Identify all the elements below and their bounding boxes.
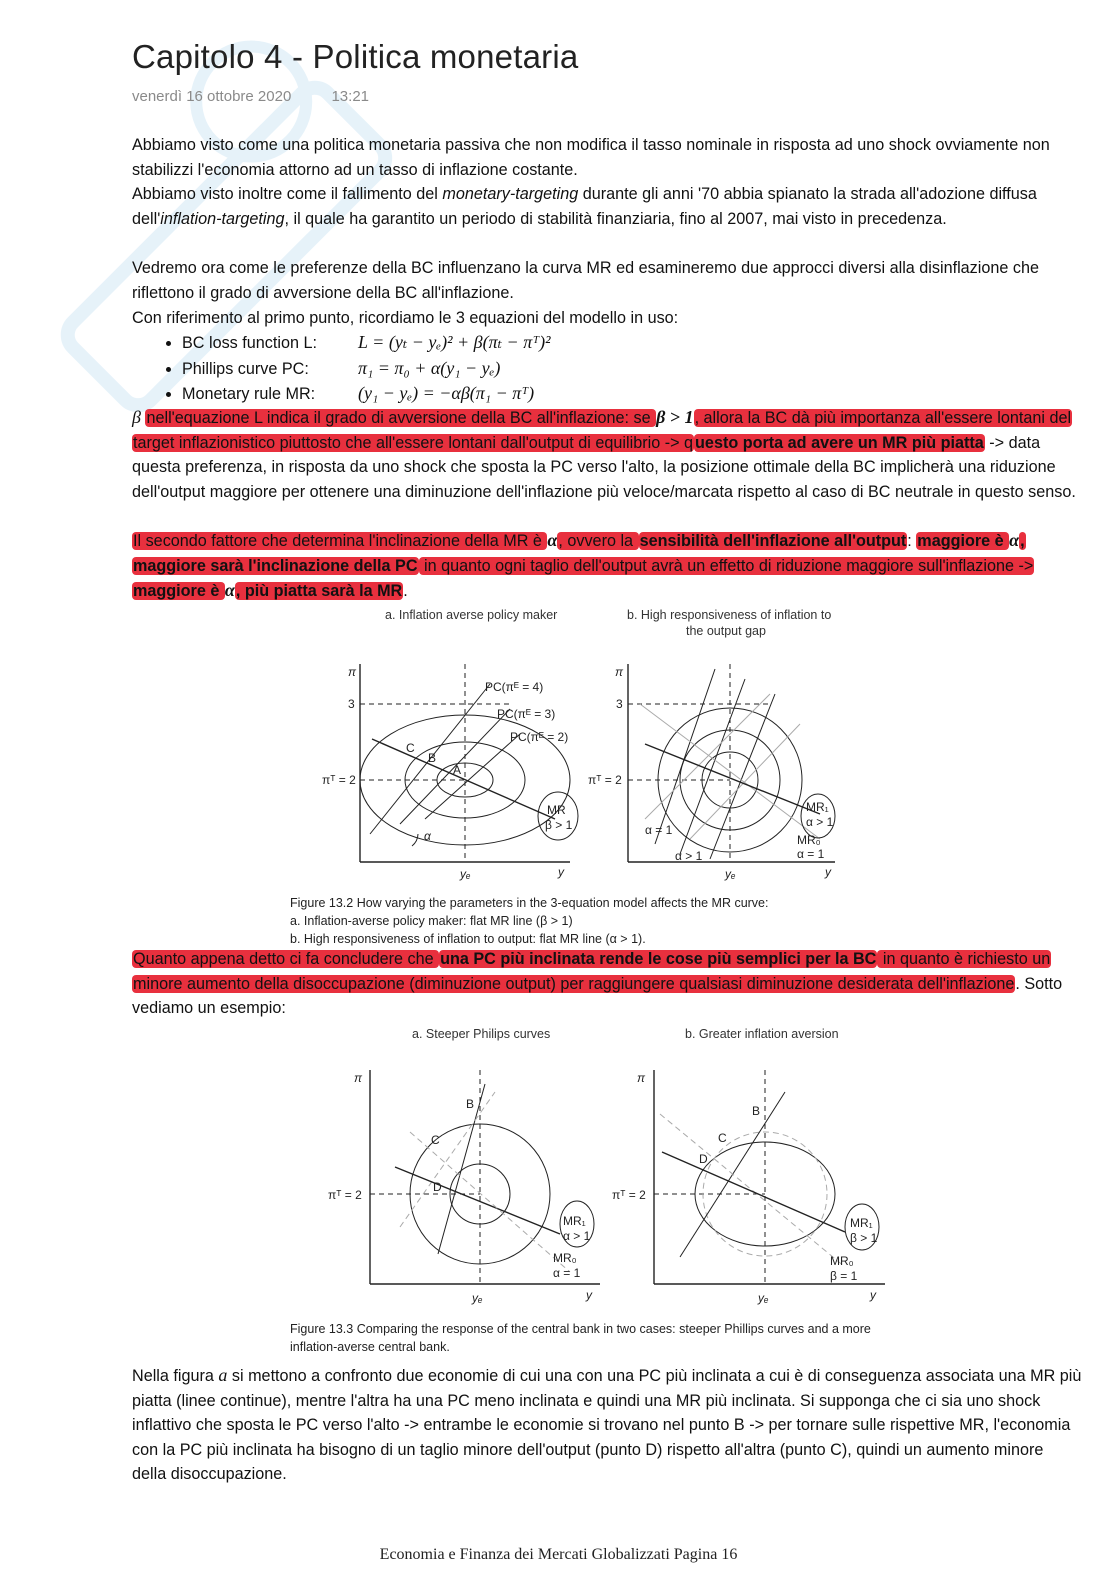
fig1a-3-label: 3	[348, 697, 355, 711]
fig1b-pc-steep-3	[710, 694, 775, 859]
page-footer: Economia e Finanza dei Mercati Globalizzati Pagina 16	[379, 1546, 738, 1563]
fig2b-pi-label: π	[637, 1071, 646, 1085]
mid-paragraph: Quanto appena detto ci fa concludere che una PC più inclinata rende le cose più semplici per la BC in quanto è richiesto un minore aumento della disoccupazione (diminuzione output) per raggiungere qualsiasi diminuzione desiderata dell'inflazione. Sotto vediamo un esempio:	[132, 950, 1063, 1018]
alpha-paragraph: Il secondo fattore che determina l'inclinazione della MR è α, ovvero la sensibilità dell'inflazione all'output: maggiore è α, maggiore sarà l'inclinazione della PC in quanto ogni taglio dell'output avrà un effetto di riduzione maggiore sull'inflazione -> maggiore è α, più piatta sarà la MR.	[133, 530, 1034, 601]
figure-13-3-caption	[290, 1320, 871, 1356]
fig2-panel-b	[654, 1070, 885, 1284]
fig2b-mr0-sub: β = 1	[830, 1269, 858, 1283]
page-title: Capitolo 4 - Politica monetaria	[132, 38, 579, 75]
fig1a-pc2-label: PC(πᴱ = 2)	[510, 730, 569, 744]
fig1b-pc-steep-1	[655, 669, 715, 844]
fig2a-point-c: C	[431, 1133, 440, 1147]
fig1b-mr1-line	[645, 744, 820, 814]
fig1a-y-label: y	[558, 865, 564, 879]
fig2a-pi-label: π	[354, 1071, 363, 1085]
fig1a-point-a: A	[453, 763, 462, 777]
fig2b-target-label: πᵀ = 2	[612, 1188, 646, 1202]
fig1a-alpha-label: α	[424, 829, 431, 843]
fig2b-point-b: B	[752, 1104, 761, 1118]
fig1b-mr0-label: MR₀	[797, 833, 821, 847]
fig2-panel-a-labels	[328, 1071, 593, 1305]
figure-13-2-caption	[290, 894, 769, 948]
fig1b-pc-flat-1	[645, 694, 770, 819]
fig1a-mr-beta: β > 1	[545, 818, 573, 832]
fig2a-pc-steep	[438, 1084, 485, 1254]
fig2-caption-line-1: Figure 13.3 Comparing the response of the central bank in two cases: steeper Phillips curves and a more	[290, 1322, 871, 1336]
fig1b-target-label: πᵀ = 2	[588, 773, 622, 787]
page-time: 13:21	[331, 88, 370, 105]
equation-mr: • Monetary rule MR: (y₁ − yₑ) = −αβ(π₁ − πᵀ)	[182, 381, 1082, 407]
fig1a-mr-label: MR	[547, 803, 566, 817]
final-paragraph: Nella figura a si mettono a confronto due economie di cui una con una PC più inclinata a cui è di conseguenza associata una MR più piatta (linee continue), mentre l'altra ha una PC meno inclinata e quindi una MR più inclinata. Si supponga che ci sia uno shock inflattivo che sposta le PC verso l'alto -> entrambe le economie si trovano nel punto B -> per tornare sulle rispettive MR, l'economia con la PC più inclinata ha bisogno di un taglio minore dell'output (punto D) rispetto all'altra (punto C), quindi un aumento minore della disoccupazione.	[132, 1365, 1082, 1484]
fig1a-target-label: πᵀ = 2	[322, 773, 356, 787]
fig1a-pc4-label: PC(πᴱ = 4)	[485, 680, 544, 694]
fig1-panel-b-title-1: b. High responsiveness of inflation to	[627, 608, 832, 622]
intro-paragraph-3: Vedremo ora come le preferenze della BC influenzano la curva MR ed esamineremo due approcci diversi alla disinflazione che riflettono il grado di avversione della BC all'inflazione.	[132, 259, 1039, 302]
fig1a-pi-label: π	[348, 665, 357, 679]
fig2a-target-label: πᵀ = 2	[328, 1188, 362, 1202]
fig1b-ye-label: yₑ	[725, 867, 736, 881]
fig2a-mr0-label: MR₀	[553, 1251, 577, 1265]
fig2-panel-b-title: b. Greater inflation aversion	[685, 1027, 839, 1041]
fig1-caption-line-3: b. High responsiveness of inflation to output: flat MR line (α > 1).	[290, 932, 646, 946]
beta-paragraph: β nell'equazione L indica il grado di avversione della BC all'inflazione: se β > 1, allora la BC dà più importanza all'essere lontani del target inflazionistico piuttosto che all'essere lontani dall'output di equilibrio -> q uesto porta ad avere un MR più piatta -> data questa preferenza, in risposta da uno shock che sposta la PC verso l'alto, la posizione ottimale della BC implicherà una riduzione dell'output maggiore per ottenere una diminuzione dell'inflazione più veloce/marcata rispetto al caso di BC neutrale in questo senso.	[132, 407, 1076, 501]
fig1b-alpha-gt1: α > 1	[675, 849, 703, 863]
fig2a-ye-label: yₑ	[472, 1291, 483, 1305]
fig1-panel-a-title: a. Inflation averse policy maker	[385, 608, 558, 622]
fig1-panel-a	[360, 664, 578, 862]
fig2a-point-b: B	[466, 1097, 475, 1111]
fig1a-ye-label: yₑ	[460, 867, 471, 881]
intro-paragraph-1: Abbiamo visto come una politica monetaria passiva che non modifica il tasso nominale in risposta ad uno shock ovviamente non stabilizzi l'economia attorno ad un tasso di inflazione costante.	[132, 136, 1050, 179]
fig2a-mr0-sub: α = 1	[553, 1266, 581, 1280]
fig2b-mr1-sub: β > 1	[850, 1231, 878, 1245]
fig1b-mr0-sub: α = 1	[797, 847, 825, 861]
fig1-caption-line-1: Figure 13.2 How varying the parameters in the 3-equation model affects the MR curve:	[290, 896, 769, 910]
fig2a-mr1-sub: α > 1	[563, 1229, 591, 1243]
fig1a-mr-line	[372, 739, 555, 819]
fig2b-mr1-label: MR₁	[850, 1216, 873, 1230]
page-date: venerdì 16 ottobre 2020	[132, 88, 292, 105]
fig1b-mr1-sub: α > 1	[806, 815, 834, 829]
fig2a-mr1-label: MR₁	[563, 1214, 586, 1228]
equation-loss: • BC loss function L: L = (yₜ − yₑ)² + β(πₜ − πᵀ)²	[182, 330, 1082, 356]
fig1b-alpha-eq1: α = 1	[645, 823, 673, 837]
fig1b-pi-label: π	[615, 665, 624, 679]
fig2a-y-label: y	[586, 1288, 592, 1302]
fig1a-point-b: B	[428, 751, 437, 765]
fig1b-y-label: y	[825, 865, 831, 879]
equation-phillips: • Phillips curve PC: π₁ = π₀ + α(y₁ − yₑ)	[182, 356, 1082, 382]
fig1b-3-label: 3	[616, 697, 623, 711]
fig2b-mr0-label: MR₀	[830, 1254, 854, 1268]
fig2a-point-d: D	[433, 1180, 442, 1194]
intro-paragraph-2: Abbiamo visto inoltre come il fallimento del monetary-targeting durante gli anni '70 abbia spianato la strada all'adozione diffusa dell'inflation-targeting, il quale ha garantito un periodo di stabilità finanziaria, fino al 2007, mai visto in precedenza.	[132, 185, 1037, 228]
fig2-panel-a-title: a. Steeper Philips curves	[412, 1027, 551, 1041]
fig2b-ye-label: yₑ	[758, 1291, 769, 1305]
equation-list	[132, 330, 1082, 407]
page-meta	[132, 88, 369, 105]
fig2b-point-d: D	[699, 1152, 708, 1166]
fig1-caption-line-2: a. Inflation-averse policy maker: flat MR line (β > 1)	[290, 914, 573, 928]
fig1b-mr1-label: MR₁	[806, 800, 829, 814]
fig2-caption-line-2: inflation-averse central bank.	[290, 1340, 450, 1354]
fig1a-alpha-arc	[412, 834, 418, 846]
fig2b-y-label: y	[870, 1288, 876, 1302]
figure-13-2	[300, 604, 860, 894]
figure-13-3	[320, 1022, 900, 1312]
fig1a-pc3-label: PC(πᴱ = 3)	[497, 707, 556, 721]
fig2a-pc-flat	[400, 1092, 495, 1227]
fig1-panel-b-title-2: the output gap	[686, 624, 766, 638]
fig1b-pc-steep-2	[680, 679, 745, 854]
fig2b-point-c: C	[718, 1131, 727, 1145]
fig2b-mr1-line	[662, 1152, 845, 1232]
fig2a-mr0-line	[410, 1132, 570, 1272]
intro-paragraph-4: Con riferimento al primo punto, ricordiamo le 3 equazioni del modello in uso:	[132, 309, 679, 327]
fig1-panel-b-labels	[588, 665, 834, 881]
fig1a-point-c: C	[406, 741, 415, 755]
